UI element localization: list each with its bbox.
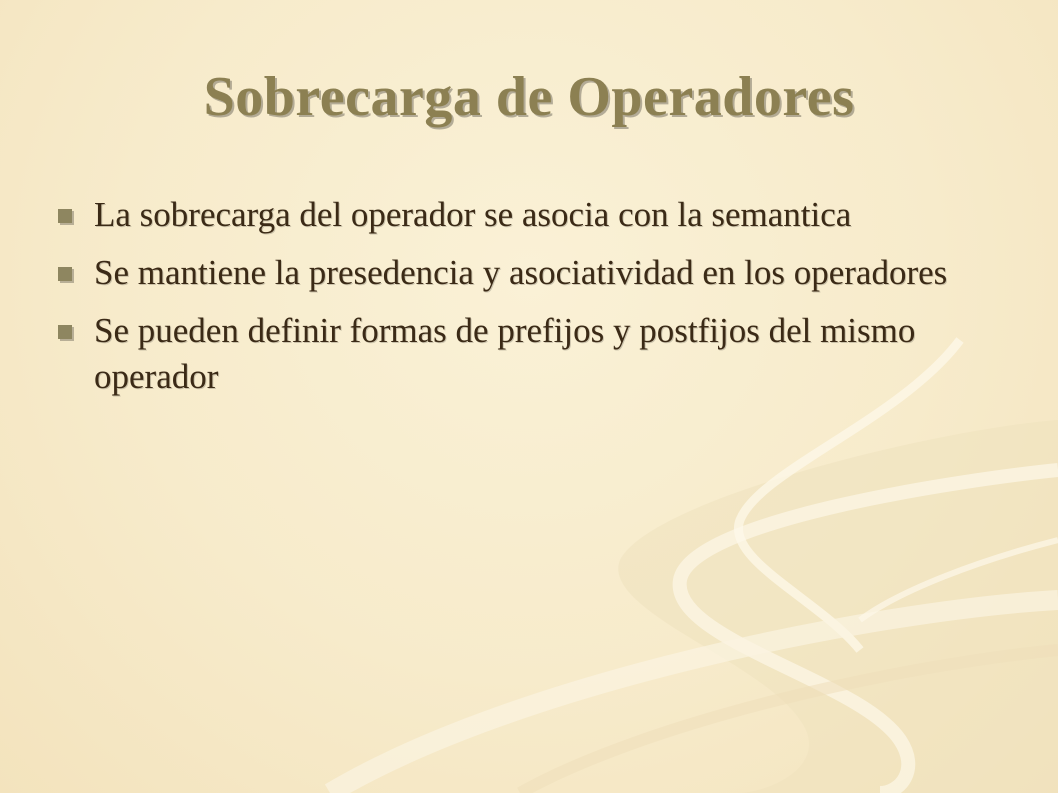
bullet-item <box>56 308 1006 400</box>
bullet-text: Se pueden definir formas de prefijos y postfijos del mismo operador <box>94 311 916 396</box>
bullet-item <box>56 192 1006 238</box>
bullet-list <box>56 192 1006 412</box>
bullet-text: La sobrecarga del operador se asocia con la semantica <box>94 195 852 234</box>
slide-title: Sobrecarga de Operadores <box>203 66 855 128</box>
square-bullet-icon <box>58 325 72 339</box>
square-bullet-icon <box>58 267 72 281</box>
bullet-item <box>56 250 1006 296</box>
square-bullet-icon <box>58 209 72 223</box>
bullet-text: Se mantiene la presedencia y asociatividad en los operadores <box>94 253 948 292</box>
